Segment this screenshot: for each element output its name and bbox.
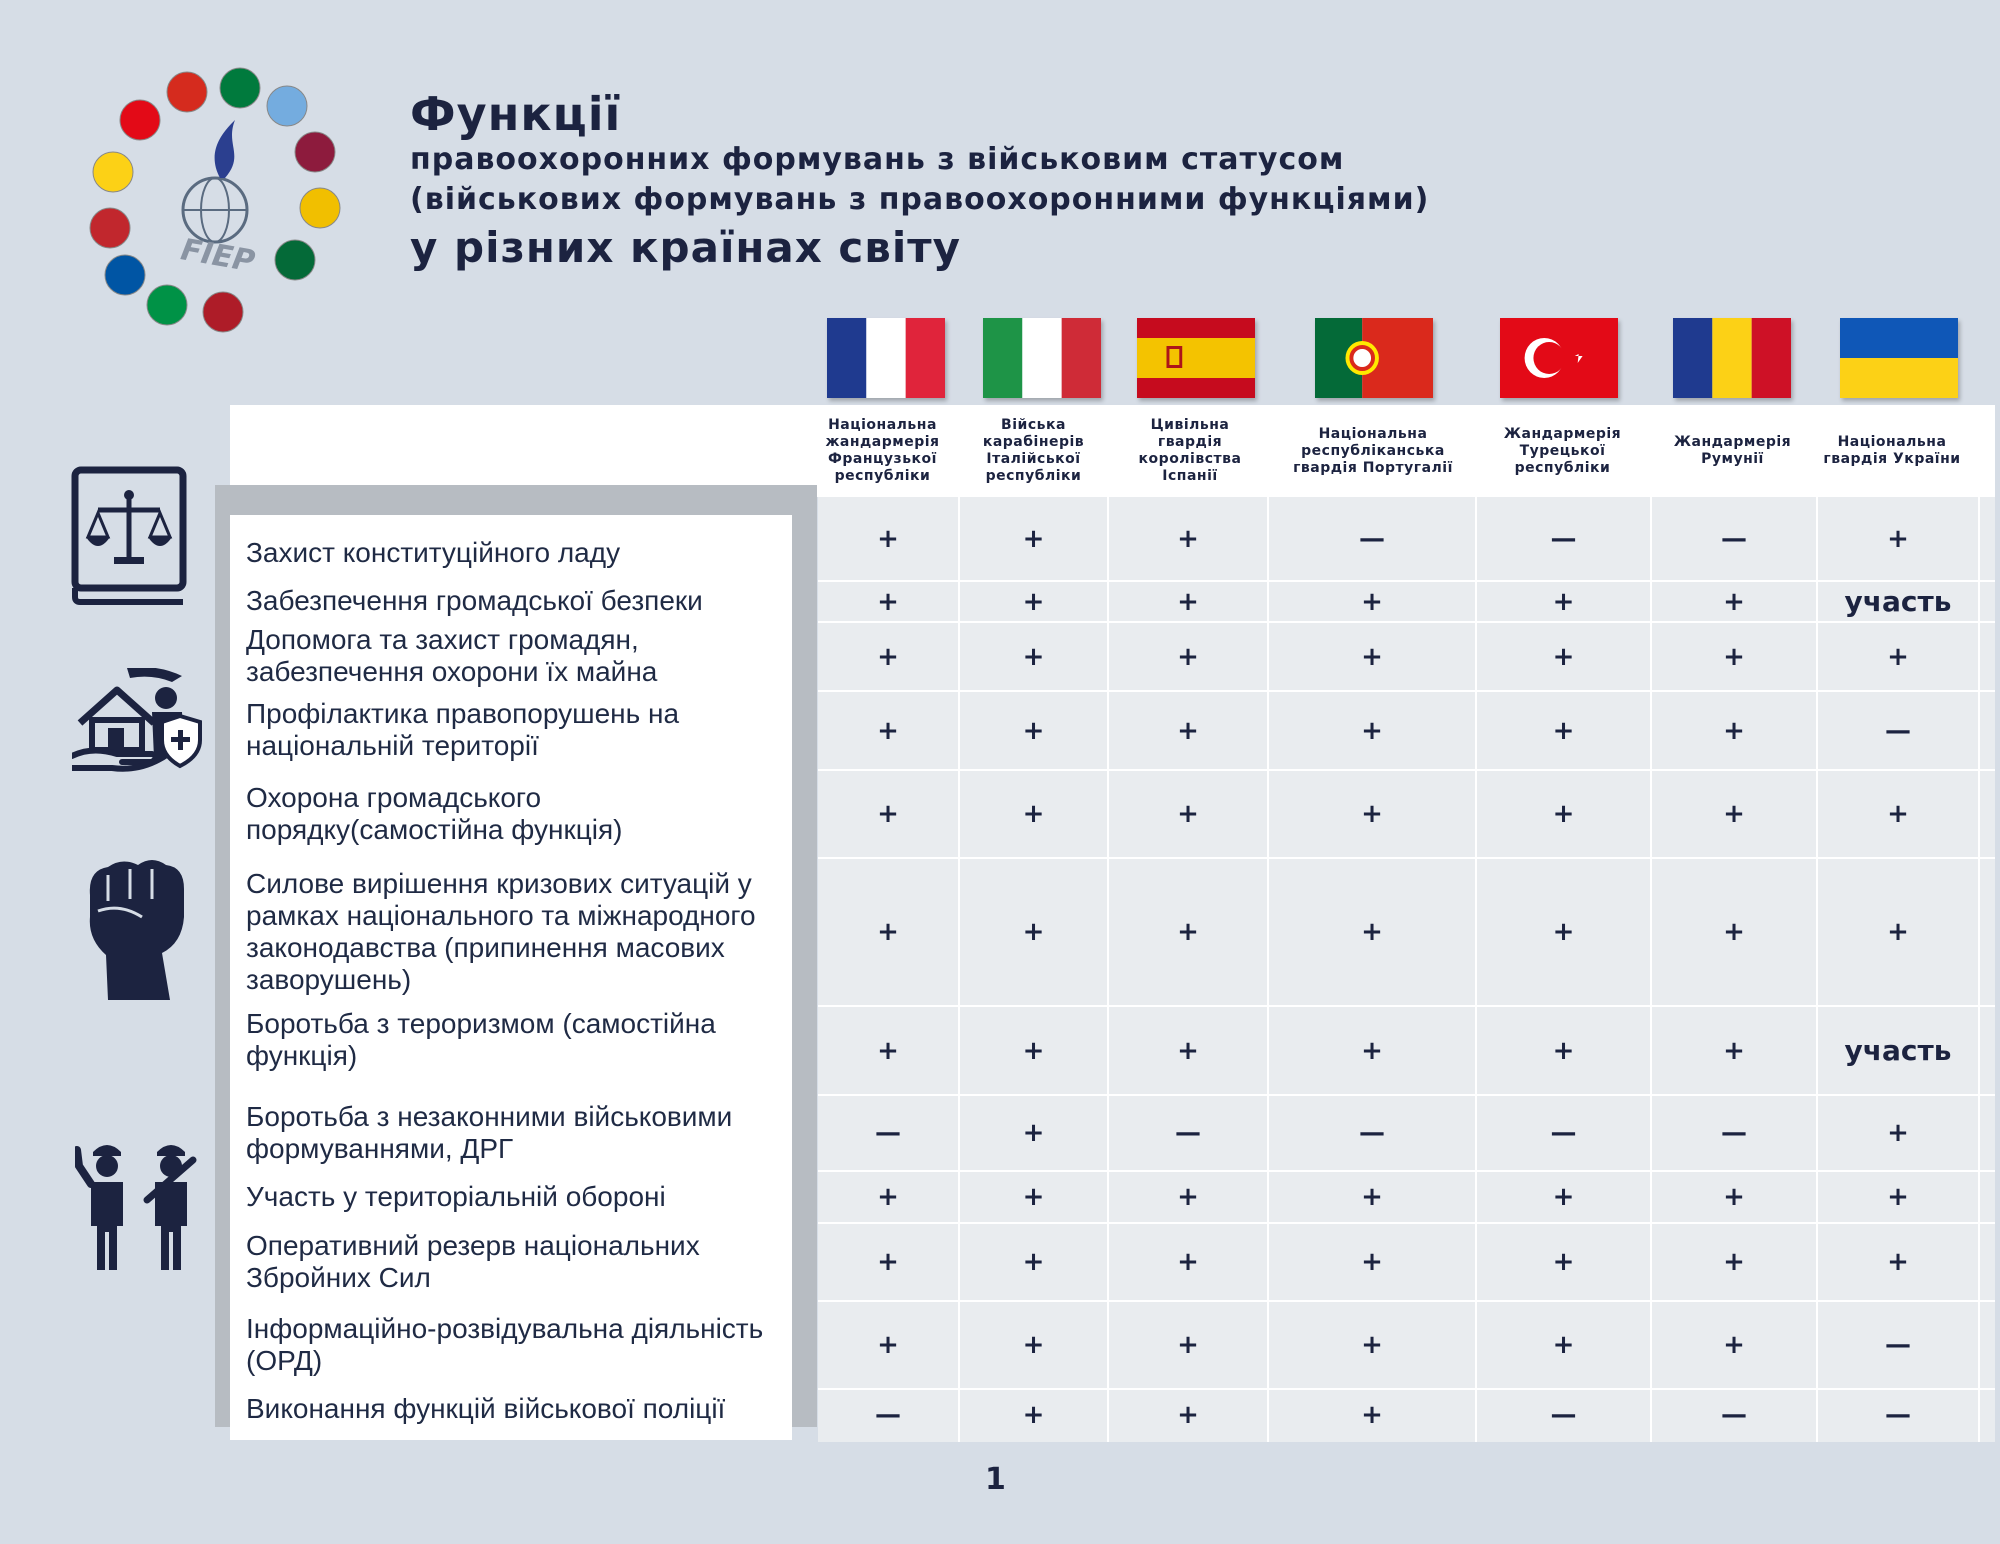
table-cell: + bbox=[877, 715, 899, 746]
row-label-illegal-armed-groups: Боротьба з незаконними військовими формуваннями, ДРГ bbox=[246, 1100, 733, 1164]
flag-portugal bbox=[1315, 318, 1433, 398]
row-label-crime-prevention: Профілактика правопорушень на національній території bbox=[246, 698, 680, 761]
column-header-italy: Військa карабінерів Італійської республіки bbox=[982, 417, 1085, 484]
row-label-territorial-defense: Участь у територіальній обороні bbox=[246, 1180, 666, 1212]
table-cell: участь bbox=[1844, 1034, 1952, 1067]
table-cell: + bbox=[1361, 1330, 1383, 1360]
table-cell: + bbox=[1723, 586, 1745, 617]
table-cell: + bbox=[1723, 715, 1745, 746]
table-cell: + bbox=[1361, 1035, 1383, 1066]
table-cell: + bbox=[1552, 799, 1575, 829]
table-cell: + bbox=[1361, 715, 1383, 746]
column-header-portugal: Національна республіканська гвардія Португалії bbox=[1293, 425, 1453, 476]
table-cell: + bbox=[1887, 523, 1909, 554]
table-cell: — bbox=[1359, 1118, 1385, 1148]
title-block bbox=[410, 88, 1429, 276]
table-cell: + bbox=[1022, 1400, 1045, 1430]
column-header-ukraine: Національна гвардія України bbox=[1823, 434, 1961, 467]
table-cell: + bbox=[1723, 641, 1745, 672]
table-cell: + bbox=[877, 799, 899, 829]
table-cell: + bbox=[877, 1035, 899, 1066]
table-cell: + bbox=[1552, 1330, 1575, 1360]
law-book-icon bbox=[70, 465, 188, 605]
table-cell: + bbox=[1723, 1035, 1745, 1066]
table-cell: — bbox=[1550, 523, 1577, 554]
table-cell: + bbox=[1887, 917, 1909, 947]
row-label-intelligence: Інформаційно-розвідувальна діяльність (ОРД) bbox=[246, 1312, 764, 1376]
table-cell: + bbox=[1022, 1330, 1045, 1360]
raised-fist-icon bbox=[80, 855, 192, 1000]
table-cell: + bbox=[1177, 799, 1199, 829]
table-cell: + bbox=[1361, 586, 1383, 617]
row-label-counter-terrorism: Боротьба з тероризмом (самостійна функція) bbox=[246, 1008, 716, 1071]
table-cell: + bbox=[1552, 586, 1575, 617]
table-cell: + bbox=[1723, 1247, 1745, 1277]
table-cell: + bbox=[1552, 1182, 1575, 1212]
table-cell: + bbox=[1552, 641, 1575, 672]
table-cell: + bbox=[1177, 1330, 1199, 1360]
table-cell: + bbox=[877, 1330, 899, 1360]
row-label-military-police: Виконання функцій військової поліції bbox=[246, 1393, 726, 1424]
table-cell: + bbox=[1887, 1247, 1909, 1277]
table-cell: + bbox=[1552, 1247, 1575, 1277]
table-cell: + bbox=[877, 586, 899, 617]
table-cell: + bbox=[1723, 917, 1745, 947]
flag-romania bbox=[1673, 318, 1791, 398]
table-cell: + bbox=[1022, 715, 1045, 746]
title-line-2: правоохоронних формувань з військовим статусом bbox=[410, 142, 1345, 177]
row-label-public-order: Охорона громадського порядку(самостійна функція) bbox=[246, 781, 623, 845]
table-cell: + bbox=[877, 641, 899, 672]
table-cell: + bbox=[1022, 1118, 1045, 1148]
table-cell: + bbox=[1552, 917, 1575, 947]
table-cell: + bbox=[1887, 641, 1909, 672]
page-number: 1 bbox=[985, 1462, 1006, 1497]
flag-ukraine bbox=[1840, 318, 1958, 398]
fiep-logo bbox=[75, 60, 355, 340]
table-cell: + bbox=[1361, 1400, 1383, 1430]
table-cell: + bbox=[1177, 715, 1199, 746]
home-protection-icon bbox=[72, 668, 202, 776]
table-cell: + bbox=[1177, 1182, 1199, 1212]
table-cell: + bbox=[1887, 1118, 1909, 1148]
table-cell: + bbox=[1177, 1247, 1199, 1277]
table-cell: + bbox=[877, 1247, 899, 1277]
column-header-france: Національна жандармерія Французької республіки bbox=[825, 417, 940, 484]
table-cell: + bbox=[1022, 1035, 1045, 1066]
title-line-3: (військових формувань з правоохоронними функціями) bbox=[410, 182, 1430, 217]
table-cell: + bbox=[1022, 523, 1045, 554]
row-label-citizen-protection: Допомога та захист громадян, забезпечення охорони їх майна bbox=[246, 624, 658, 687]
row-label-operational-reserve: Оперативний резерв національних Збройних Сил bbox=[246, 1229, 700, 1293]
logo-text: FIEP bbox=[178, 232, 258, 280]
flag-spain bbox=[1137, 318, 1255, 398]
table-cell: + bbox=[1887, 1182, 1909, 1212]
table-cell: + bbox=[1022, 799, 1045, 829]
table-cell: + bbox=[1022, 1182, 1045, 1212]
table-cell: — bbox=[1175, 1118, 1201, 1148]
table-cell: + bbox=[1887, 799, 1909, 829]
table-cell: — bbox=[1721, 1400, 1747, 1430]
table-cell: + bbox=[1723, 1182, 1745, 1212]
table-cell: + bbox=[1552, 715, 1575, 746]
table-cell: — bbox=[1359, 523, 1385, 554]
table-cell: — bbox=[1550, 1400, 1577, 1430]
table-cell: + bbox=[1361, 641, 1383, 672]
table-cell: + bbox=[1022, 1247, 1045, 1277]
table-cell: + bbox=[877, 917, 899, 947]
table-cell: + bbox=[877, 1182, 899, 1212]
table-cell: + bbox=[877, 523, 899, 554]
table-cell: — bbox=[1550, 1118, 1577, 1148]
table-cell: — bbox=[1721, 1118, 1747, 1148]
row-label-crisis-resolution: Силове вирішення кризових ситуацій у рамках національного та міжнародного законодавства (припинення масових заворушень) bbox=[246, 867, 756, 995]
table-cell: — bbox=[1885, 1400, 1911, 1430]
title-line-4: у різних країнах світу bbox=[410, 223, 961, 272]
table-cell: + bbox=[1361, 917, 1383, 947]
table-cell: + bbox=[1177, 523, 1199, 554]
table-cell: + bbox=[1723, 1330, 1745, 1360]
table-cell: + bbox=[1361, 1182, 1383, 1212]
table-cell: + bbox=[1177, 917, 1199, 947]
column-header-turkey: Жандармерія Турецької республіки bbox=[1503, 425, 1622, 476]
row-label-public-safety: Забезпечення громадської безпеки bbox=[246, 585, 703, 616]
table-cell: + bbox=[1022, 586, 1045, 617]
table-cell: + bbox=[1022, 917, 1045, 947]
table-cell: + bbox=[1177, 1035, 1199, 1066]
table-cell: — bbox=[1885, 1330, 1911, 1360]
table-cell: + bbox=[1552, 1035, 1575, 1066]
soldiers-icon bbox=[75, 1140, 205, 1275]
table-cell: + bbox=[1177, 1400, 1199, 1430]
row-label-constitutional-order: Захист конституційного ладу bbox=[246, 537, 621, 568]
table-cell: + bbox=[1177, 586, 1199, 617]
column-header-spain: Цивільна гвардія королівства Іспанії bbox=[1138, 417, 1242, 484]
table-cell: + bbox=[1177, 641, 1199, 672]
table-cell: + bbox=[1723, 799, 1745, 829]
table-cell: + bbox=[1022, 641, 1045, 672]
flag-turkey bbox=[1500, 318, 1618, 398]
column-header-romania: Жандармерія Румунії bbox=[1673, 434, 1792, 467]
title-main: Функції bbox=[410, 87, 622, 141]
table-cell: + bbox=[1361, 799, 1383, 829]
table-cell: участь bbox=[1844, 585, 1952, 618]
table-cell: — bbox=[1885, 715, 1911, 746]
table-cell: — bbox=[875, 1400, 901, 1430]
table-cell: — bbox=[1721, 523, 1747, 554]
flag-italy bbox=[983, 318, 1101, 398]
table-cell: — bbox=[875, 1118, 901, 1148]
table-cell: + bbox=[1361, 1247, 1383, 1277]
flag-france bbox=[827, 318, 945, 398]
